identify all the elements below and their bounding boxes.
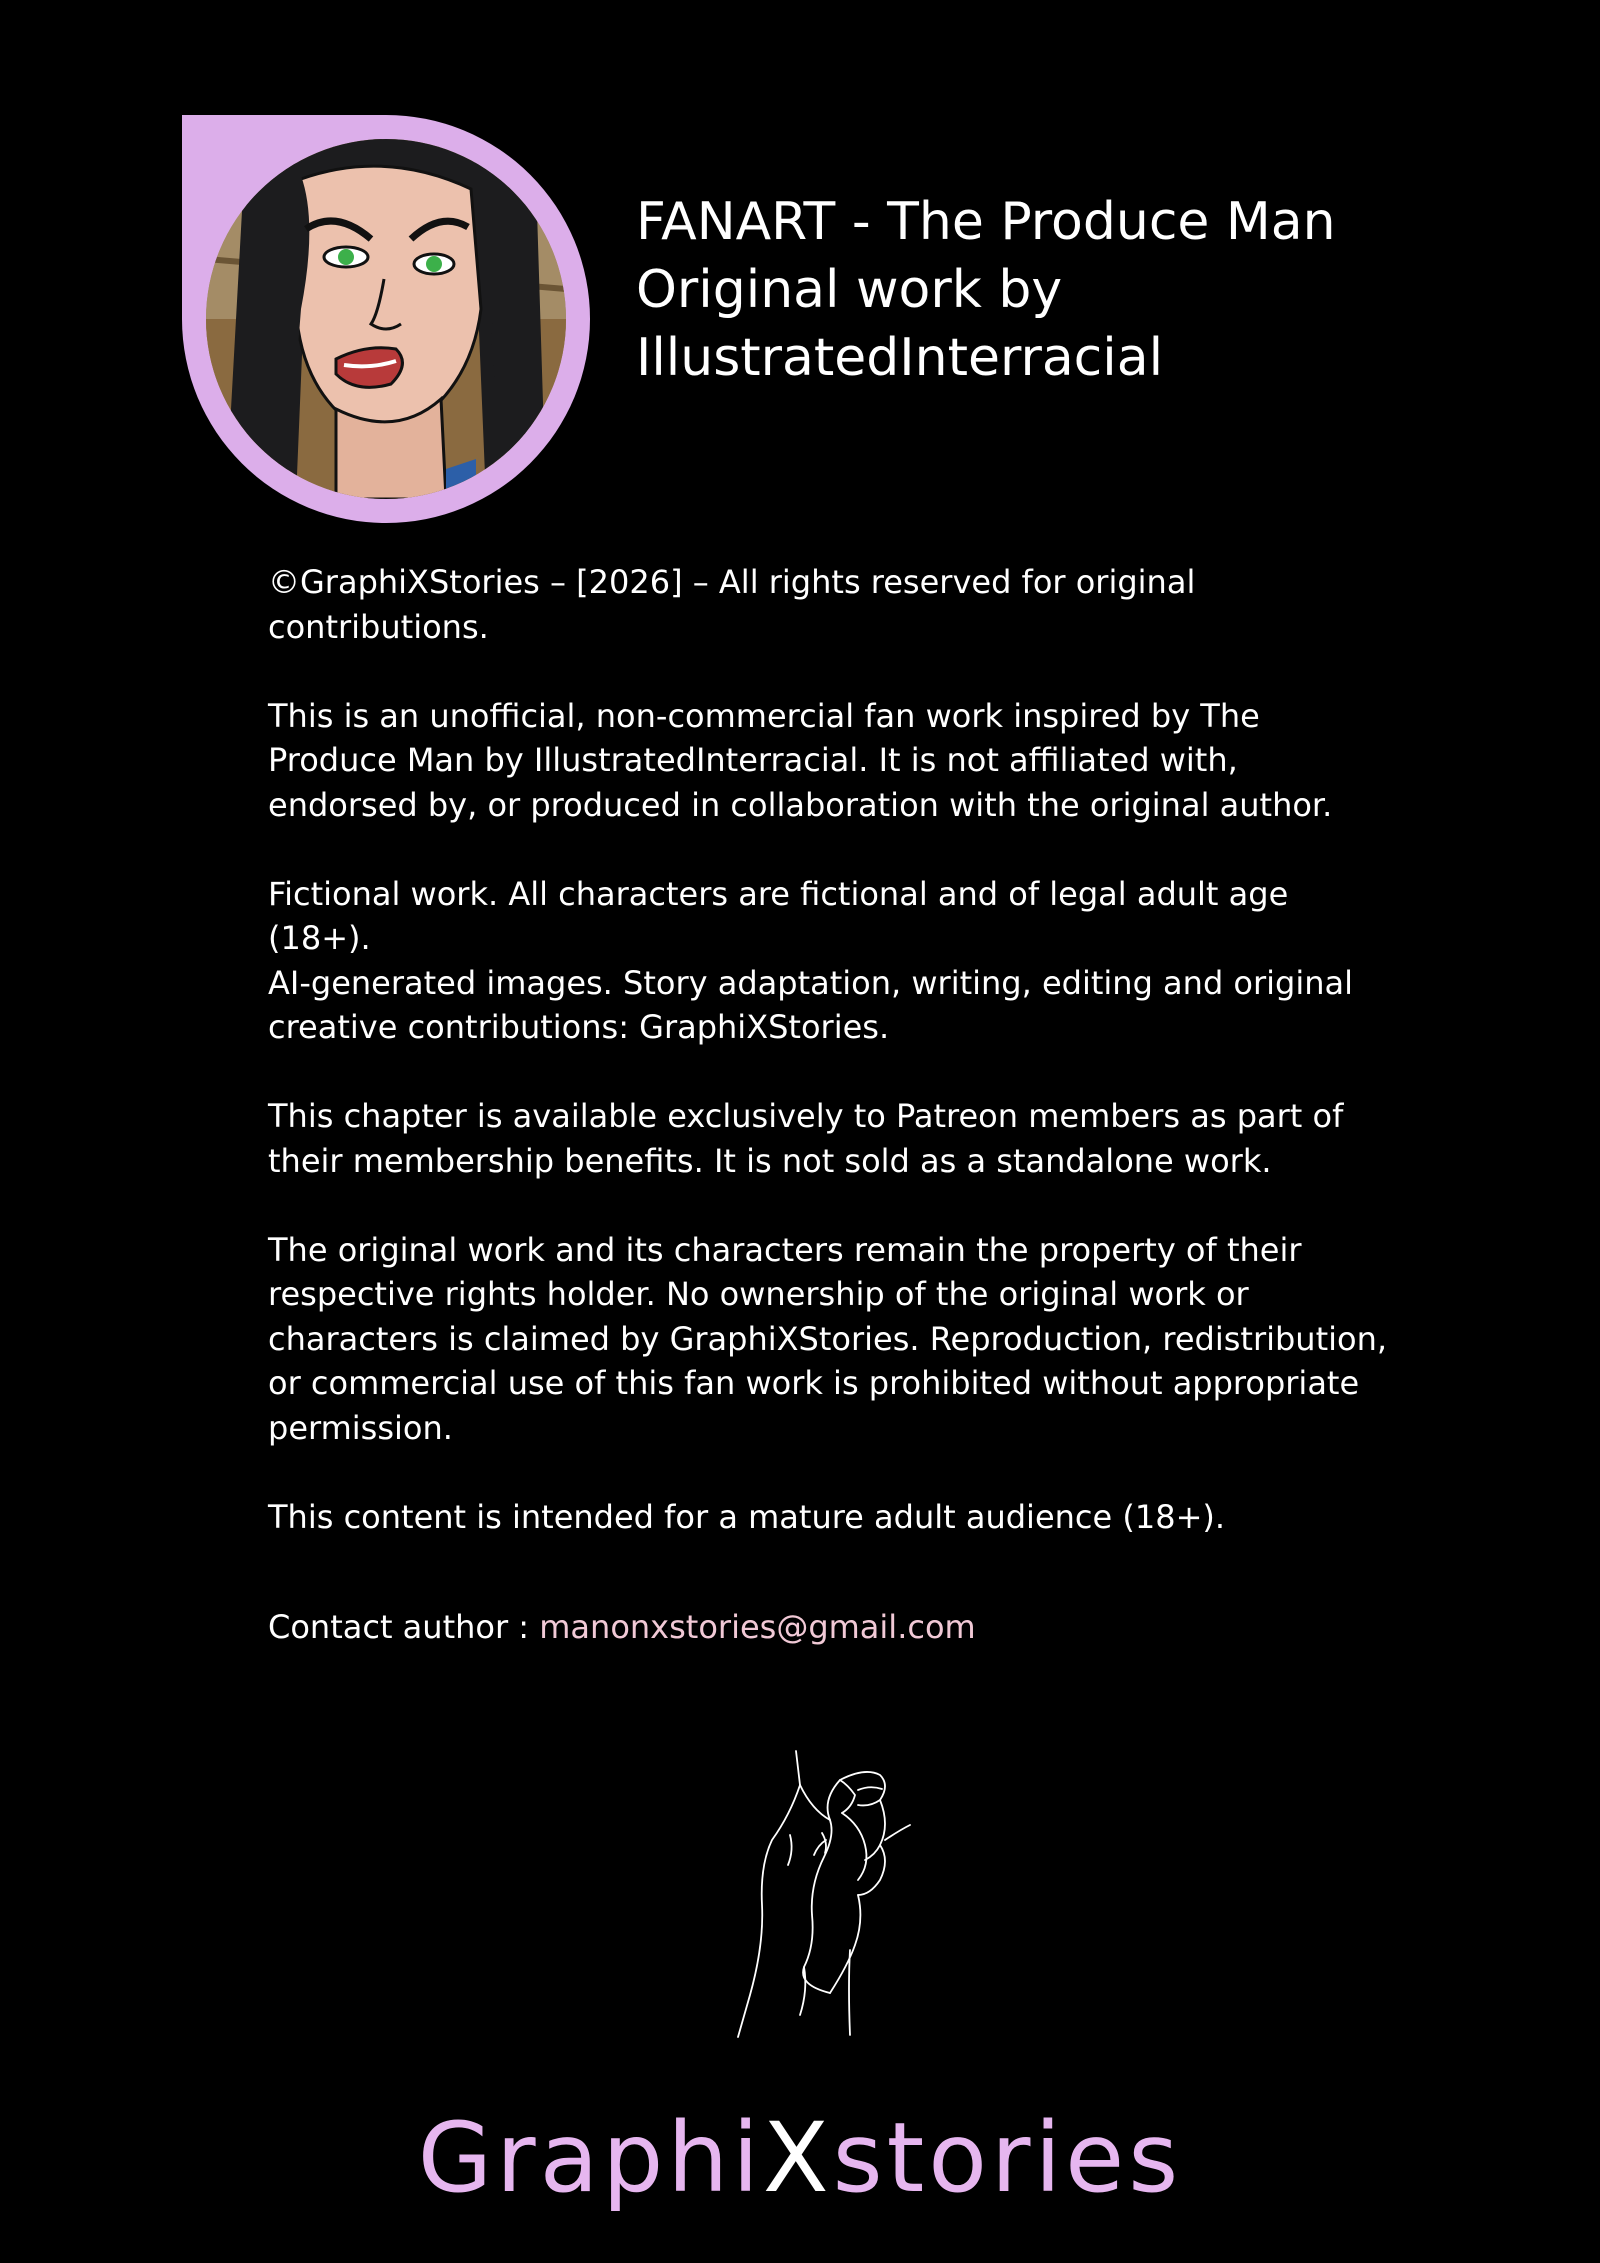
ownership-notice: The original work and its characters remain the property of their respective rights holder. No ownership of the original work or characters is claimed by GraphiXStories. Reproduction, redistribution, or commercial use of this fan work is prohibited without appropriate permission. <box>268 1230 1388 1447</box>
brand-logo-part1: Graphi <box>417 2102 763 2214</box>
character-portrait-image <box>206 139 566 499</box>
audience-notice: This content is intended for a mature adult audience (18+). <box>268 1497 1226 1536</box>
fictional-notice: Fictional work. All characters are fictional and of legal adult age (18+). <box>268 874 1289 957</box>
legal-notice <box>268 560 1388 1584</box>
brand-logo-x: X <box>762 2102 833 2214</box>
patreon-notice: This chapter is available exclusively to Patreon members as part of their membership benefits. It is not sold as a standalone work. <box>268 1097 1344 1180</box>
contact-email-link[interactable]: manonxstories@gmail.com <box>539 1608 976 1646</box>
avatar-frame <box>182 115 590 523</box>
avatar <box>206 139 566 499</box>
unofficial-notice: This is an unofficial, non-commercial fan work inspired by The Produce Man by IllustratedInterracial. It is not affiliated with, endorsed by, or produced in collaboration with the original author. <box>268 696 1333 824</box>
copyright-notice: ©GraphiXStories – [2026] – All rights reserved for original contributions. <box>268 563 1196 646</box>
subtitle-line-2: IllustratedInterracial <box>636 328 1164 388</box>
hand-line-art-icon <box>730 1745 940 2045</box>
page-title: FANART - The Produce Man <box>636 192 1336 252</box>
contact-line <box>268 1605 976 1649</box>
contact-label: Contact author : <box>268 1608 540 1646</box>
title-block <box>636 188 1436 392</box>
brand-logo-part3: stories <box>832 2102 1183 2214</box>
ai-generated-notice: AI-generated images. Story adaptation, writing, editing and original creative contributions: GraphiXStories. <box>268 963 1354 1046</box>
subtitle-line-1: Original work by <box>636 260 1063 320</box>
brand-logo <box>0 2098 1600 2218</box>
